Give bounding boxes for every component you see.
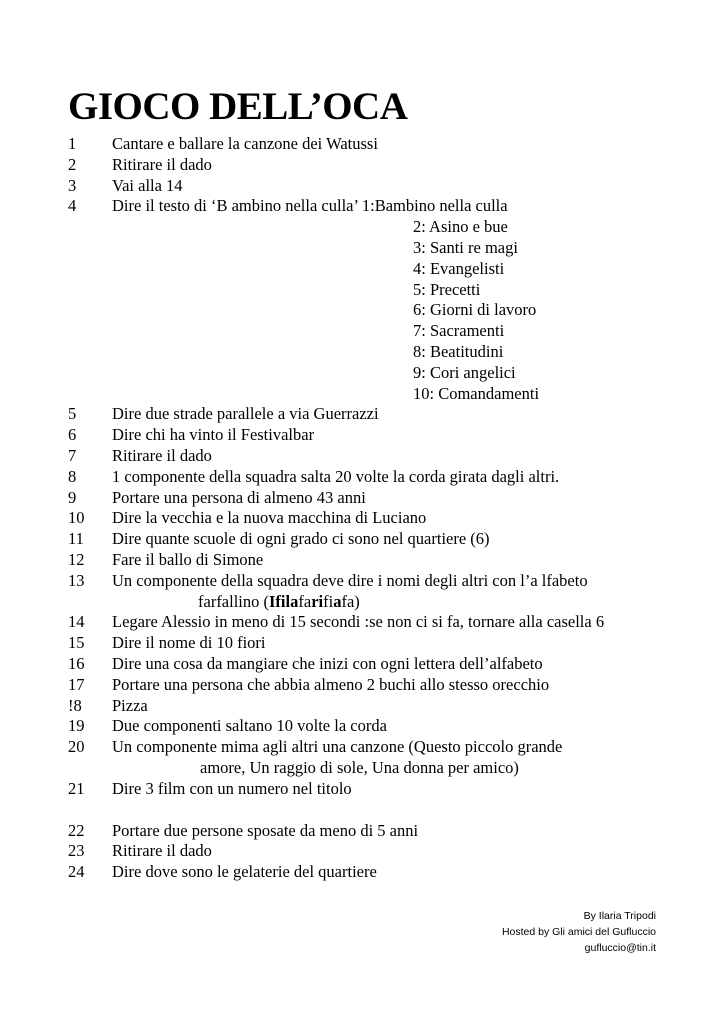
list-item bbox=[68, 841, 708, 862]
item-number: 10 bbox=[68, 508, 85, 528]
list-item bbox=[68, 508, 708, 529]
item-text: Cantare e ballare la canzone dei Watussi bbox=[112, 134, 378, 153]
list-item bbox=[68, 737, 708, 758]
sublist-text: 10: Comandamenti bbox=[413, 383, 540, 403]
item-number: !8 bbox=[68, 695, 82, 715]
bold-segment: la bbox=[285, 591, 299, 611]
plain-segment: fi bbox=[323, 591, 334, 611]
item-number: 20 bbox=[68, 737, 85, 757]
plain-segment: fa bbox=[298, 591, 312, 611]
game-list bbox=[68, 134, 708, 883]
item-number: 24 bbox=[68, 862, 85, 882]
list-item bbox=[68, 633, 708, 654]
bold-segment: Ifi bbox=[269, 591, 286, 611]
item-text: 1 componente della squadra salta 20 volte la corda girata dagli altri. bbox=[112, 466, 560, 486]
item-number: 14 bbox=[68, 612, 85, 632]
item-number: 6 bbox=[68, 425, 77, 445]
item-text: Ritirare il dado bbox=[112, 841, 212, 861]
item-text: Dire la vecchia e la nuova macchina di Luciano bbox=[112, 508, 427, 528]
sublist-item bbox=[68, 300, 708, 321]
list-item bbox=[68, 446, 708, 467]
list-item bbox=[68, 196, 708, 217]
item-text: Dire il testo di ‘B ambino nella culla’ 1:Bambino nella culla bbox=[112, 196, 508, 216]
list-item bbox=[68, 404, 708, 425]
item-number: 1 bbox=[68, 134, 77, 153]
sublist-text: 8: Beatitudini bbox=[413, 341, 504, 361]
sublist-item bbox=[68, 238, 708, 259]
credits bbox=[502, 908, 656, 956]
bold-segment: ri bbox=[311, 591, 324, 611]
item-number: 19 bbox=[68, 716, 85, 736]
item-number: 17 bbox=[68, 674, 85, 694]
item-number: 7 bbox=[68, 445, 77, 465]
host-credit: Hosted by Gli amici del Gufluccio bbox=[501, 926, 656, 938]
item-continuation bbox=[68, 592, 708, 613]
sublist-text: 6: Giorni di lavoro bbox=[413, 300, 537, 320]
plain-segment: fa) bbox=[341, 591, 360, 611]
contact-email: gufluccio@tin.it bbox=[584, 942, 656, 954]
sublist-text: 3: Santi re magi bbox=[413, 237, 518, 257]
list-item bbox=[68, 467, 708, 488]
item-text: Ritirare il dado bbox=[112, 445, 212, 465]
item-number: 16 bbox=[68, 653, 85, 673]
list-item bbox=[68, 488, 708, 509]
sublist-item bbox=[68, 363, 708, 384]
list-item bbox=[68, 654, 708, 675]
item-text: Legare Alessio in meno di 15 secondi :se non ci si fa, tornare alla casella 6 bbox=[112, 612, 605, 632]
item-number: 22 bbox=[68, 820, 85, 840]
item-number: 12 bbox=[68, 549, 85, 569]
item-text: Pizza bbox=[112, 695, 148, 715]
item-number: 8 bbox=[68, 466, 77, 486]
sublist-text: 4: Evangelisti bbox=[413, 258, 505, 278]
list-item bbox=[68, 675, 708, 696]
list-item bbox=[68, 425, 708, 446]
list-item bbox=[68, 716, 708, 737]
list-item bbox=[68, 550, 708, 571]
item-text: Un componente mima agli altri una canzone (Questo piccolo grande bbox=[112, 737, 563, 757]
list-item bbox=[68, 821, 708, 842]
sublist-text: 7: Sacramenti bbox=[413, 321, 505, 341]
list-item bbox=[68, 176, 708, 197]
item-continuation bbox=[68, 758, 708, 779]
item-text: Dire il nome di 10 fiori bbox=[112, 633, 266, 653]
list-item bbox=[68, 779, 708, 800]
item-number: 21 bbox=[68, 778, 85, 798]
sublist-text: 9: Cori angelici bbox=[413, 362, 516, 382]
item-text: Portare una persona di almeno 43 anni bbox=[112, 487, 366, 507]
item-number: 3 bbox=[68, 175, 77, 195]
page-title: GIOCO DELL’OCA bbox=[68, 85, 408, 128]
item-text: Due componenti saltano 10 volte la corda bbox=[112, 716, 387, 736]
item-text: Vai alla 14 bbox=[112, 175, 183, 195]
item-text: Dire dove sono le gelaterie del quartiere bbox=[112, 862, 377, 882]
item13-continuation bbox=[198, 592, 360, 613]
item-number: 23 bbox=[68, 841, 85, 861]
list-item bbox=[68, 612, 708, 633]
sublist-item bbox=[68, 217, 708, 238]
list-item bbox=[68, 571, 708, 592]
item-text: Dire una cosa da mangiare che inizi con ogni lettera dell’alfabeto bbox=[112, 653, 543, 673]
item-text: Fare il ballo di Simone bbox=[112, 549, 264, 569]
sublist-text: 2: Asino e bue bbox=[413, 217, 508, 237]
list-item bbox=[68, 134, 708, 155]
item-number: 2 bbox=[68, 154, 77, 174]
item-number: 9 bbox=[68, 487, 77, 507]
continuation-prefix: farfallino ( bbox=[198, 591, 270, 611]
sublist-item bbox=[68, 342, 708, 363]
sublist-item bbox=[68, 259, 708, 280]
item-text: Dire 3 film con un numero nel titolo bbox=[112, 778, 352, 798]
item-text: Dire quante scuole di ogni grado ci sono nel quartiere (6) bbox=[112, 529, 490, 549]
item-text: Portare una persona che abbia almeno 2 buchi allo stesso orecchio bbox=[112, 674, 550, 694]
author-credit: By Ilaria Tripodi bbox=[583, 910, 656, 922]
sublist-item bbox=[68, 280, 708, 301]
spacer bbox=[68, 800, 708, 821]
item-text: Dire due strade parallele a via Guerrazzi bbox=[112, 404, 379, 424]
item-number: 11 bbox=[68, 529, 84, 549]
list-item bbox=[68, 529, 708, 550]
item-text: Dire chi ha vinto il Festivalbar bbox=[112, 425, 315, 445]
list-item bbox=[68, 155, 708, 176]
bold-segment: a bbox=[333, 591, 342, 611]
item20-continuation: amore, Un raggio di sole, Una donna per amico) bbox=[200, 757, 519, 777]
item-text: Portare due persone sposate da meno di 5 anni bbox=[112, 820, 419, 840]
item-number: 13 bbox=[68, 570, 85, 590]
sublist-item bbox=[68, 321, 708, 342]
sublist-text: 5: Precetti bbox=[413, 279, 481, 299]
item-number: 15 bbox=[68, 633, 85, 653]
list-item bbox=[68, 696, 708, 717]
sublist-item bbox=[68, 384, 708, 405]
item-number: 4 bbox=[68, 196, 77, 216]
item-number: 5 bbox=[68, 404, 77, 424]
list-item bbox=[68, 862, 708, 883]
item-text: Ritirare il dado bbox=[112, 154, 212, 174]
item-text: Un componente della squadra deve dire i nomi degli altri con l’a lfabeto bbox=[112, 570, 588, 590]
